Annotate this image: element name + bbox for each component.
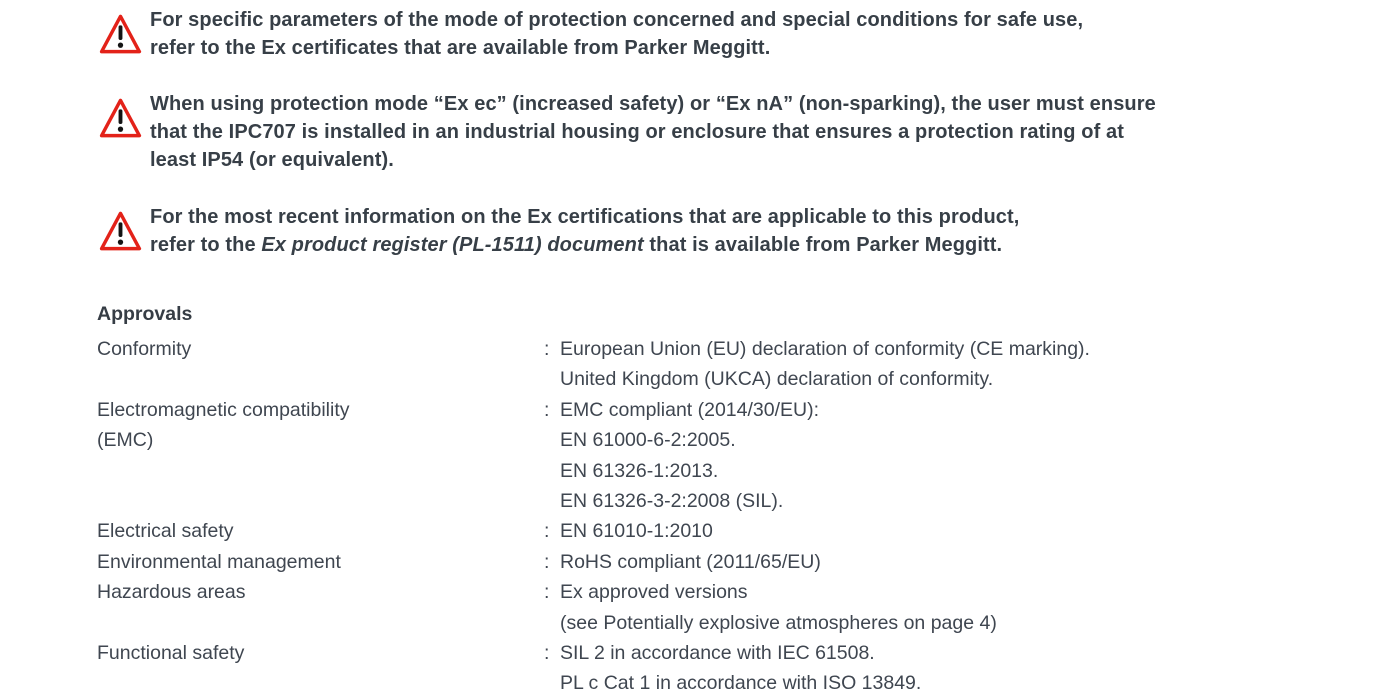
warning-block-1 <box>99 6 1380 62</box>
row-label: Functional safety <box>97 642 245 665</box>
row-value-line: EN 61326-3-2:2008 (SIL). <box>560 490 784 513</box>
warning-line: For specific parameters of the mode of protection concerned and special conditions for safe use, <box>150 9 1084 31</box>
row-label: Hazardous areas <box>97 581 246 604</box>
row-value-line: EMC compliant (2014/30/EU): <box>560 398 820 421</box>
warning-line-italic-segment: Ex product register (PL-1511) document <box>261 234 644 256</box>
row-label: Electrical safety <box>97 520 234 543</box>
warning-line-segment: refer to the <box>150 234 262 256</box>
row-label: Conformity <box>97 338 192 360</box>
row-label: Environmental management <box>97 550 341 573</box>
row-value <box>560 577 1367 638</box>
row-value-line: EN 61326-1:2013. <box>560 459 719 482</box>
row-separator: : <box>544 398 550 421</box>
warning-block-2 <box>99 90 1380 174</box>
row-label: Electromagnetic compatibility (EMC) <box>97 398 350 452</box>
approvals-table <box>97 334 1367 693</box>
row-separator: : <box>544 642 550 665</box>
row-separator: : <box>544 520 550 543</box>
warning-block-3 <box>99 203 1380 259</box>
row-separator: : <box>544 338 550 360</box>
row-value-line: European Union (EU) declaration of conformity (CE marking). <box>560 338 1090 360</box>
warning-text <box>150 90 1380 174</box>
row-value-line: SIL 2 in accordance with IEC 61508. <box>560 642 875 665</box>
row-value <box>560 638 1367 693</box>
warning-triangle-icon <box>99 97 142 139</box>
row-value-line: EN 61000-6-2:2005. <box>560 429 736 452</box>
warning-triangle-icon <box>99 210 142 252</box>
warning-line: refer to the Ex certificates that are available from Parker Meggitt. <box>150 37 771 59</box>
warning-text <box>150 6 1380 62</box>
row-value-line: United Kingdom (UKCA) declaration of conformity. <box>560 368 994 391</box>
approvals-heading: Approvals <box>97 303 193 325</box>
row-value <box>560 334 1367 395</box>
warning-line: When using protection mode “Ex ec” (increased safety) or “Ex nA” (non-sparking), the user must ensure <box>150 93 1156 115</box>
row-value <box>560 547 1367 577</box>
warning-text <box>150 203 1380 259</box>
row-separator: : <box>544 581 550 604</box>
row-separator: : <box>544 550 550 573</box>
approvals-section <box>97 301 1367 693</box>
row-value-line: Ex approved versions <box>560 581 748 604</box>
row-value-line: PL c Cat 1 in accordance with ISO 13849. <box>560 672 922 693</box>
row-value-line: (see Potentially explosive atmospheres on page 4) <box>560 611 997 634</box>
warning-line-segment: that is available from Parker Meggitt. <box>643 234 1003 256</box>
warning-triangle-icon <box>99 13 142 55</box>
warning-line: least IP54 (or equivalent). <box>150 149 394 171</box>
warning-line <box>150 231 1380 259</box>
warning-line: For the most recent information on the Ex certifications that are applicable to this product, <box>150 206 1020 228</box>
warning-line: that the IPC707 is installed in an industrial housing or enclosure that ensures a protection rating of at <box>150 121 1124 143</box>
row-value <box>560 516 1367 546</box>
row-value-line: EN 61010-1:2010 <box>560 520 713 543</box>
row-value-line: RoHS compliant (2011/65/EU) <box>560 550 821 573</box>
row-value <box>560 395 1367 517</box>
